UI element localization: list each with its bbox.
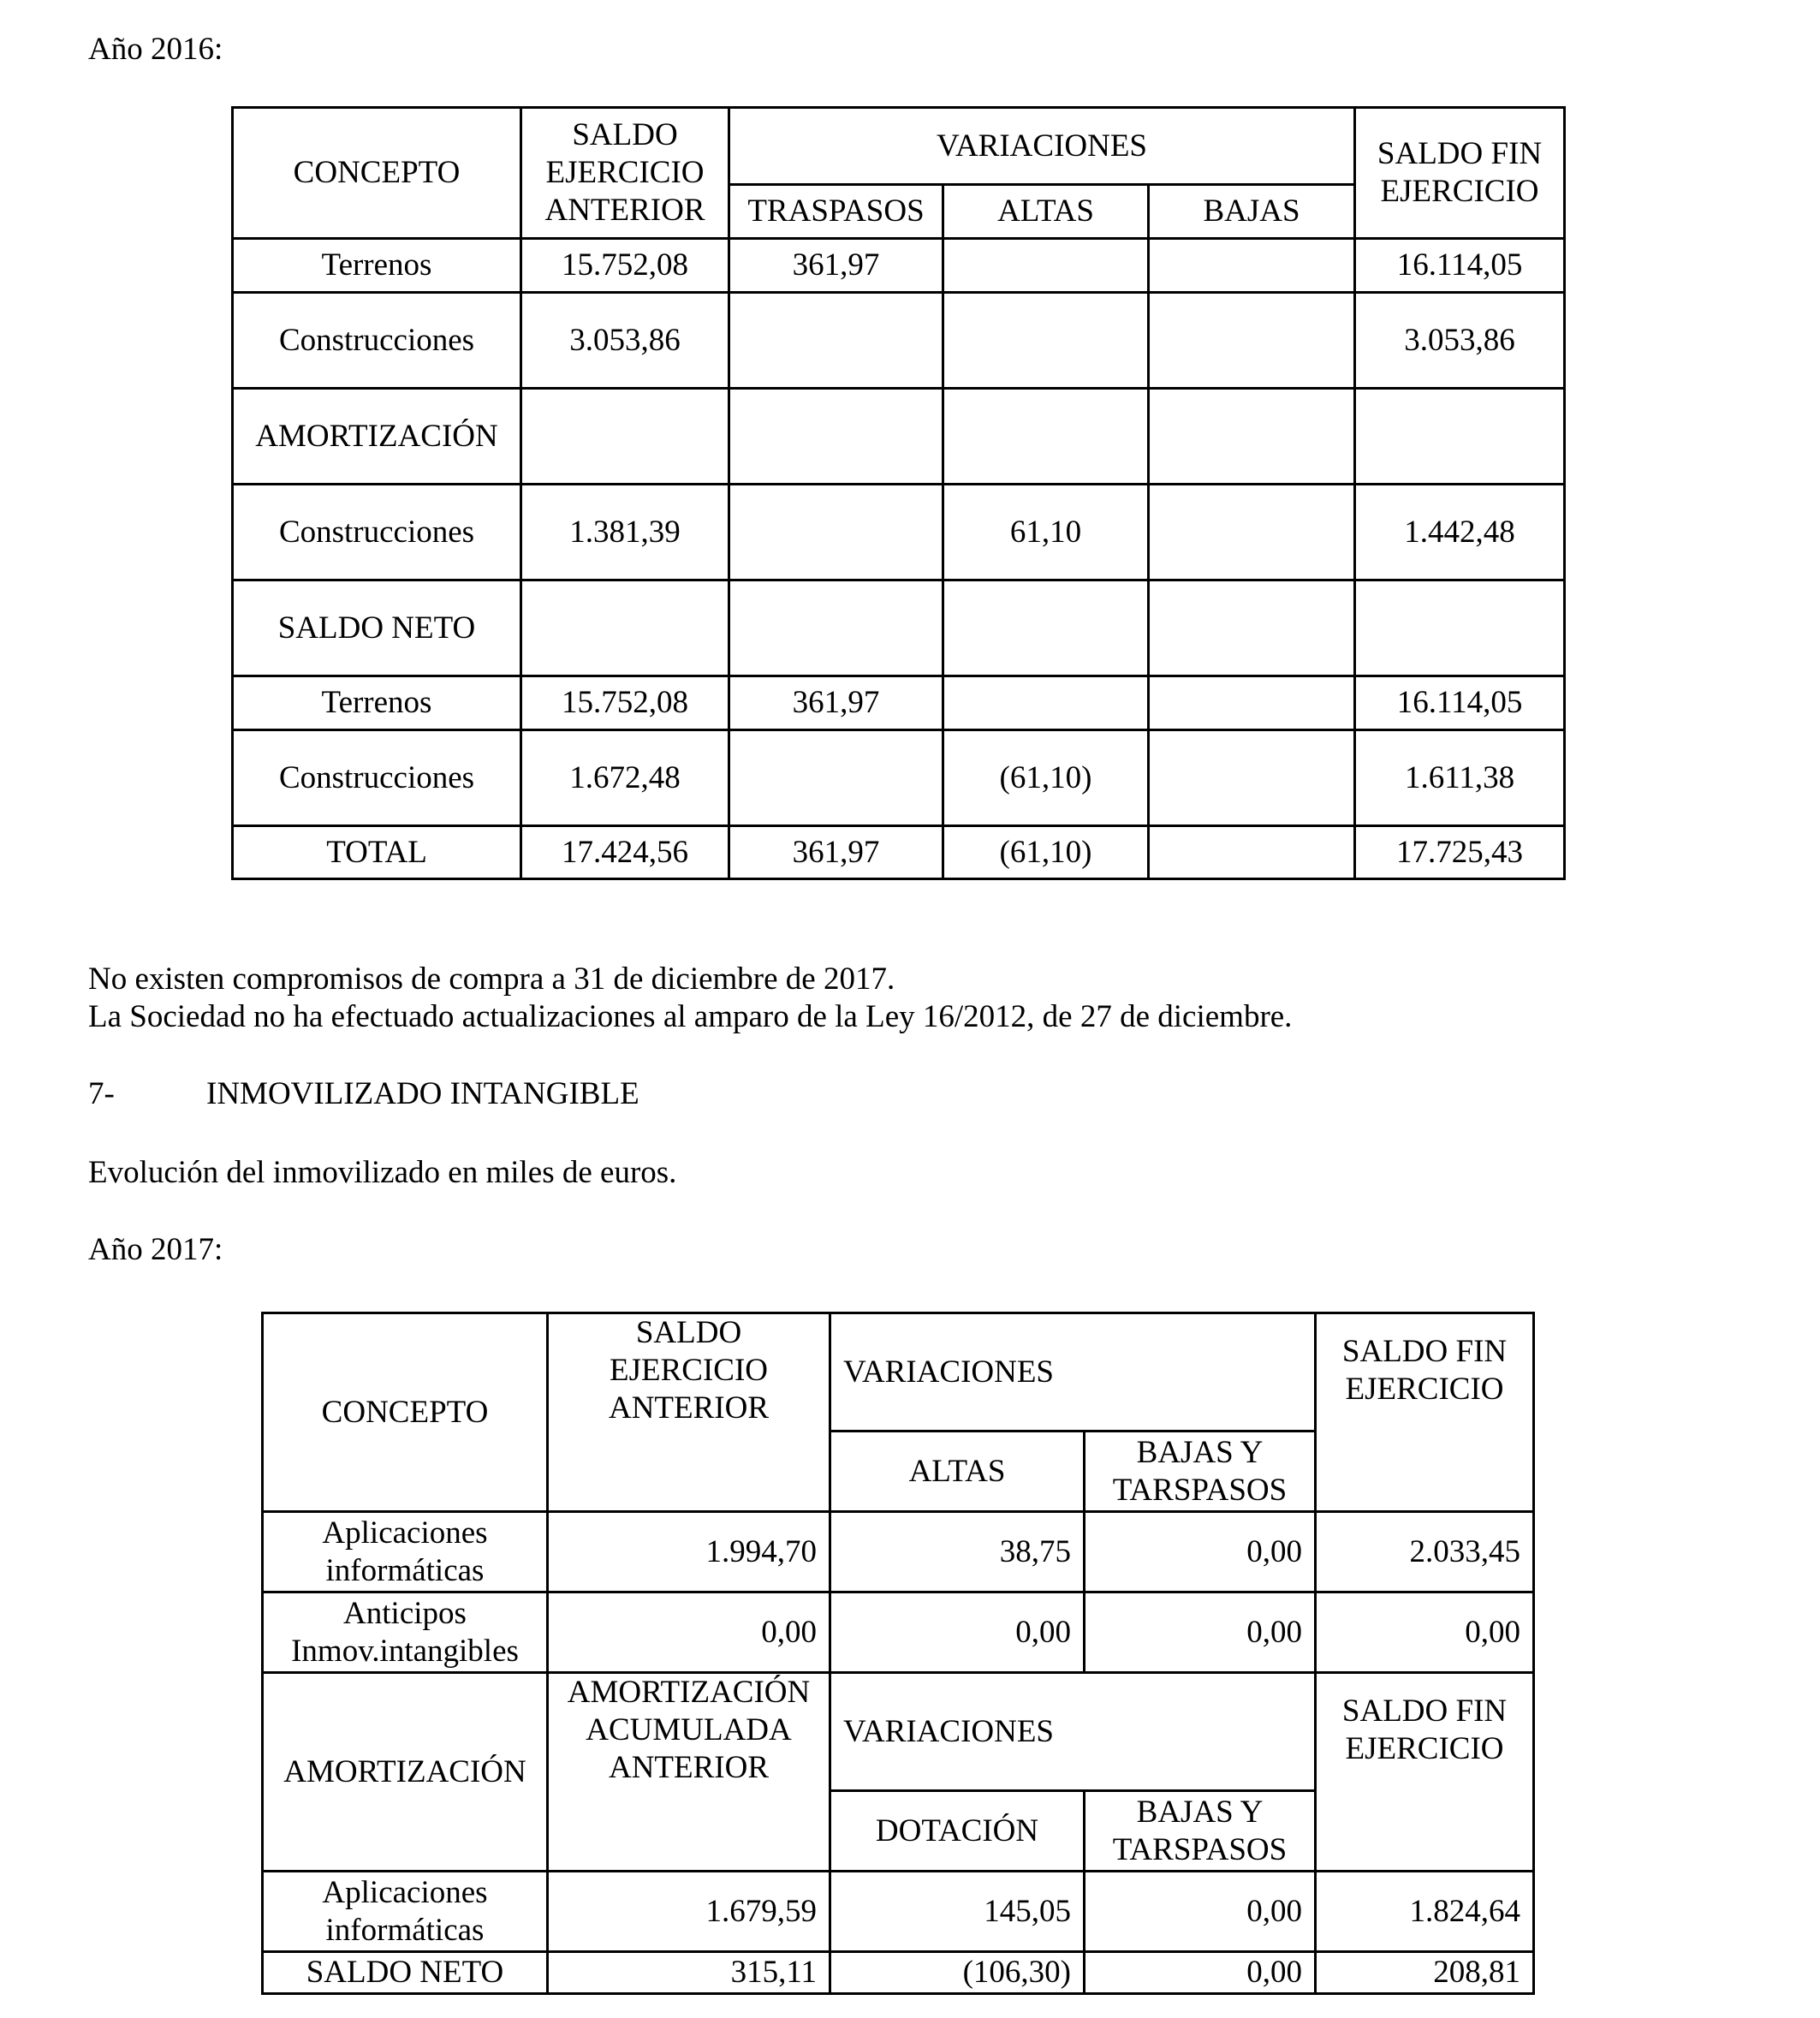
- cell-altas: [943, 239, 1149, 293]
- cell-acumulada: 1.679,59: [548, 1872, 830, 1952]
- section-title: INMOVILIZADO INTANGIBLE: [206, 1076, 639, 1111]
- header-amort-acumulada: AMORTIZACIÓN ACUMULADA ANTERIOR: [548, 1673, 830, 1872]
- table-row: [233, 485, 1565, 580]
- table-2016: [231, 106, 1566, 880]
- cell-saldo-fin: 16.114,05: [1355, 239, 1565, 293]
- cell-concepto: SALDO NETO: [233, 580, 521, 676]
- cell-dotacion: (106,30): [830, 1952, 1085, 1994]
- cell-saldo-fin: 1.611,38: [1355, 730, 1565, 826]
- cell-altas: 61,10: [943, 485, 1149, 580]
- cell-bajas: [1149, 730, 1355, 826]
- table-2017: [261, 1312, 1535, 1995]
- cell-bajas: [1149, 239, 1355, 293]
- cell-altas: [943, 580, 1149, 676]
- cell-saldo-fin: 0,00: [1316, 1592, 1534, 1673]
- cell-concepto: TOTAL: [233, 826, 521, 879]
- cell-saldo-fin: 208,81: [1316, 1952, 1534, 1994]
- cell-bajas: 0,00: [1085, 1512, 1316, 1592]
- section-heading: [88, 1075, 639, 1113]
- cell-bajas: [1149, 676, 1355, 730]
- cell-bajas: 0,00: [1085, 1872, 1316, 1952]
- cell-bajas: [1149, 293, 1355, 389]
- cell-bajas: 0,00: [1085, 1952, 1316, 1994]
- text-actualizaciones: La Sociedad no ha efectuado actualizaciones al amparo de la Ley 16/2012, de 27 de diciembre.: [88, 999, 1293, 1034]
- table-row: [263, 1512, 1534, 1592]
- cell-bajas: [1149, 485, 1355, 580]
- header-saldo-anterior: SALDO EJERCICIO ANTERIOR: [521, 108, 729, 239]
- cell-saldo-anterior: 3.053,86: [521, 293, 729, 389]
- cell-saldo-anterior: 0,00: [548, 1592, 830, 1673]
- cell-traspasos: [729, 580, 943, 676]
- cell-saldo-anterior: [521, 389, 729, 485]
- cell-saldo-anterior: 1.672,48: [521, 730, 729, 826]
- cell-saldo-fin: 3.053,86: [1355, 293, 1565, 389]
- cell-bajas: [1149, 389, 1355, 485]
- header-saldo-anterior: SALDO EJERCICIO ANTERIOR: [548, 1313, 830, 1512]
- header-bajas: BAJAS Y TARSPASOS: [1085, 1432, 1316, 1512]
- header-dotacion: DOTACIÓN: [830, 1791, 1085, 1872]
- year-2016-label: Año 2016:: [88, 32, 223, 67]
- cell-dotacion: 145,05: [830, 1872, 1085, 1952]
- header-saldo-fin: SALDO FIN EJERCICIO: [1355, 108, 1565, 239]
- header-concepto: CONCEPTO: [233, 108, 521, 239]
- cell-altas: (61,10): [943, 826, 1149, 879]
- table-row: [233, 730, 1565, 826]
- cell-concepto: SALDO NETO: [263, 1952, 548, 1994]
- table-row: [233, 676, 1565, 730]
- table-row: [263, 1592, 1534, 1673]
- cell-concepto: Anticipos Inmov.intangibles: [263, 1592, 548, 1673]
- table-row: [233, 389, 1565, 485]
- cell-concepto: Terrenos: [233, 676, 521, 730]
- cell-bajas: [1149, 826, 1355, 879]
- cell-saldo-anterior: 15.752,08: [521, 239, 729, 293]
- cell-saldo-fin: 17.725,43: [1355, 826, 1565, 879]
- cell-saldo-fin: [1355, 389, 1565, 485]
- cell-altas: (61,10): [943, 730, 1149, 826]
- cell-altas: [943, 293, 1149, 389]
- header-amort-saldo-fin: SALDO FIN EJERCICIO: [1316, 1673, 1534, 1872]
- table-row: [263, 1872, 1534, 1952]
- cell-traspasos: [729, 389, 943, 485]
- cell-concepto: Terrenos: [233, 239, 521, 293]
- cell-altas: 38,75: [830, 1512, 1085, 1592]
- table-row: [233, 580, 1565, 676]
- year-2017-label: Año 2017:: [88, 1232, 223, 1267]
- table-row-saldo-neto: [263, 1952, 1534, 1994]
- cell-concepto: AMORTIZACIÓN: [233, 389, 521, 485]
- table-row: [233, 239, 1565, 293]
- cell-traspasos: 361,97: [729, 826, 943, 879]
- text-evolucion: Evolución del inmovilizado en miles de euros.: [88, 1155, 677, 1190]
- cell-saldo-fin: 16.114,05: [1355, 676, 1565, 730]
- cell-saldo-anterior: 1.381,39: [521, 485, 729, 580]
- cell-saldo-anterior: 15.752,08: [521, 676, 729, 730]
- header-traspasos: TRASPASOS: [729, 185, 943, 239]
- cell-saldo-anterior: [521, 580, 729, 676]
- header-amort-variaciones: VARIACIONES: [830, 1673, 1316, 1791]
- header-altas: ALTAS: [830, 1432, 1085, 1512]
- cell-traspasos: [729, 485, 943, 580]
- cell-altas: 0,00: [830, 1592, 1085, 1673]
- header-variaciones: VARIACIONES: [830, 1313, 1316, 1432]
- header-amort-bajas: BAJAS Y TARSPASOS: [1085, 1791, 1316, 1872]
- text-compromisos: No existen compromisos de compra a 31 de diciembre de 2017.: [88, 961, 895, 997]
- cell-altas: [943, 676, 1149, 730]
- table-row: [233, 293, 1565, 389]
- cell-traspasos: [729, 293, 943, 389]
- cell-traspasos: 361,97: [729, 239, 943, 293]
- cell-bajas: 0,00: [1085, 1592, 1316, 1673]
- cell-traspasos: 361,97: [729, 676, 943, 730]
- cell-altas: [943, 389, 1149, 485]
- header-amortizacion: AMORTIZACIÓN: [263, 1673, 548, 1872]
- cell-concepto: Construcciones: [233, 485, 521, 580]
- cell-saldo-fin: 2.033,45: [1316, 1512, 1534, 1592]
- cell-traspasos: [729, 730, 943, 826]
- table-row-total: [233, 826, 1565, 879]
- cell-concepto: Aplicaciones informáticas: [263, 1872, 548, 1952]
- cell-saldo-fin: 1.442,48: [1355, 485, 1565, 580]
- cell-saldo-fin: [1355, 580, 1565, 676]
- header-altas: ALTAS: [943, 185, 1149, 239]
- header-saldo-fin: SALDO FIN EJERCICIO: [1316, 1313, 1534, 1512]
- cell-acumulada: 315,11: [548, 1952, 830, 1994]
- cell-saldo-fin: 1.824,64: [1316, 1872, 1534, 1952]
- header-bajas: BAJAS: [1149, 185, 1355, 239]
- header-variaciones: VARIACIONES: [729, 108, 1355, 185]
- header-concepto: CONCEPTO: [263, 1313, 548, 1512]
- cell-saldo-anterior: 17.424,56: [521, 826, 729, 879]
- cell-concepto: Construcciones: [233, 293, 521, 389]
- cell-concepto: Construcciones: [233, 730, 521, 826]
- cell-concepto: Aplicaciones informáticas: [263, 1512, 548, 1592]
- section-number: 7-: [88, 1076, 115, 1111]
- cell-saldo-anterior: 1.994,70: [548, 1512, 830, 1592]
- cell-bajas: [1149, 580, 1355, 676]
